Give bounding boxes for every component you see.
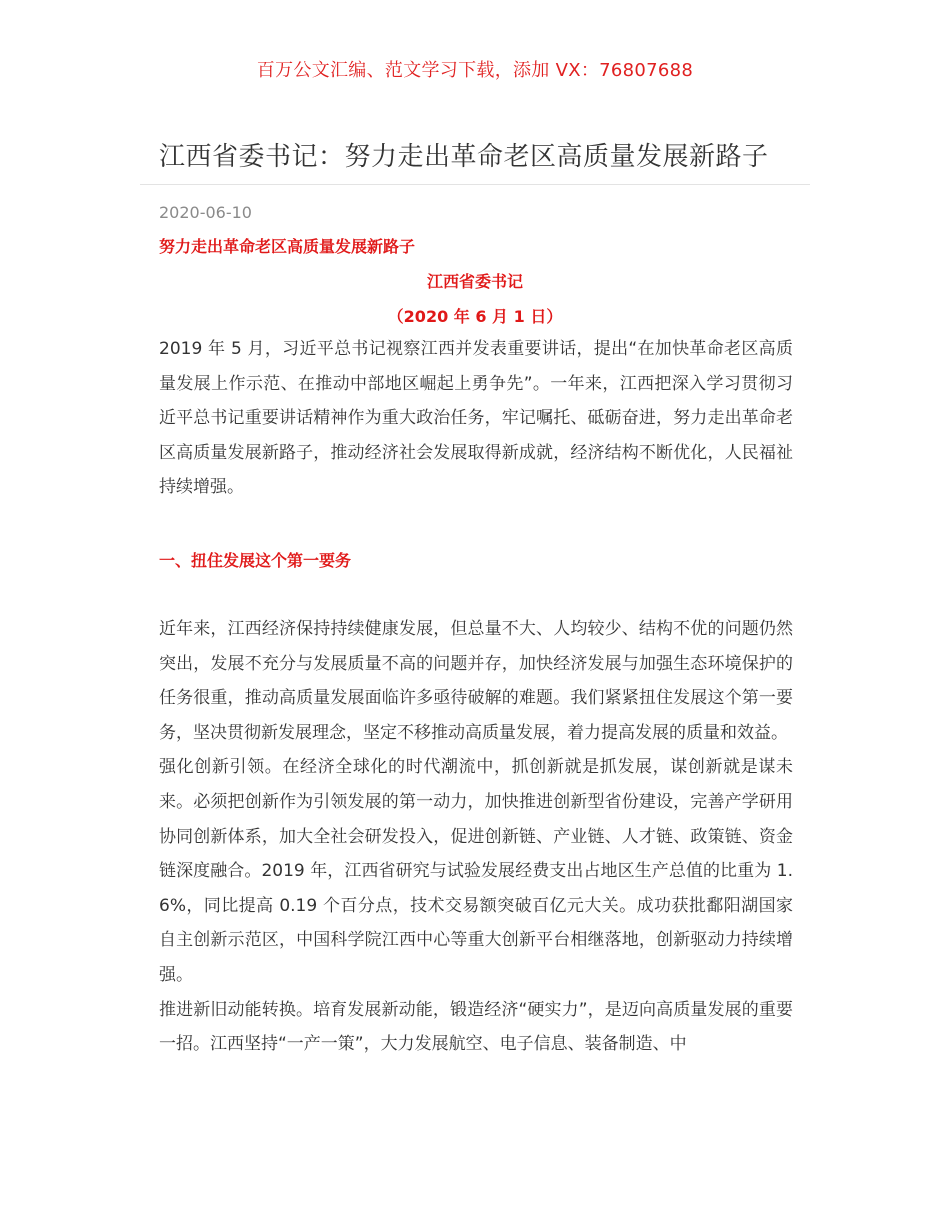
title-divider — [140, 184, 810, 185]
promo-banner: 百万公文汇编、范文学习下载，添加 VX：76807688 — [256, 60, 694, 81]
section-body — [159, 612, 793, 1062]
article-author: 江西省委书记 — [426, 272, 523, 291]
publication-date: （2020 年 6 月 1 日） — [387, 307, 563, 326]
intro-paragraph: 2019 年 5 月，习近平总书记视察江西并发表重要讲话，提出“在加快革命老区高质量发展上作示范、在推动中部地区崛起上勇争先”。一年来，江西把深入学习贯彻习近平总书记重要讲话精神作为重大政治任务，牢记嘱托、砥砺奋进，努力走出革命老区高质量发展新路子，推动经济社会发展取得新成就，经济结构不断优化，人民福祉持续增强。 — [159, 339, 793, 498]
paragraph: 强化创新引领。在经济全球化的时代潮流中，抓创新就是抓发展，谋创新就是谋未来。必须把创新作为引领发展的第一动力，加快推进创新型省份建设，完善产学研用协同创新体系，加大全社会研发投入，促进创新链、产业链、人才链、政策链、资金链深度融合。2019 年，江西省研究与试验发展经费支出占地区生产总值的比重为 1.6%，同比提高 0.19 个百分点，技术交易额突破百亿元大关。成功获批鄱阳湖国家自主创新示范区，中国科学院江西中心等重大创新平台相继落地，创新驱动力持续增强。 — [159, 757, 793, 985]
paragraph: 推进新旧动能转换。培育发展新动能，锻造经济“硬实力”，是迈向高质量发展的重要一招。江西坚持“一产一策”，大力发展航空、电子信息、装备制造、中 — [159, 999, 793, 1055]
article-subtitle: 努力走出革命老区高质量发展新路子 — [159, 237, 416, 256]
paragraph: 近年来，江西经济保持持续健康发展，但总量不大、人均较少、结构不优的问题仍然突出，发展不充分与发展质量不高的问题并存，加快经济发展与加强生态环境保护的任务很重，推动高质量发展面临许多亟待破解的难题。我们紧紧扭住发展这个第一要务，坚决贯彻新发展理念，坚定不移推动高质量发展，着力提高发展的质量和效益。 — [159, 619, 793, 743]
article-title: 江西省委书记：努力走出革命老区高质量发展新路子 — [159, 142, 769, 172]
article-date: 2020-06-10 — [159, 203, 252, 222]
section-heading: 一、扭住发展这个第一要务 — [159, 551, 352, 570]
